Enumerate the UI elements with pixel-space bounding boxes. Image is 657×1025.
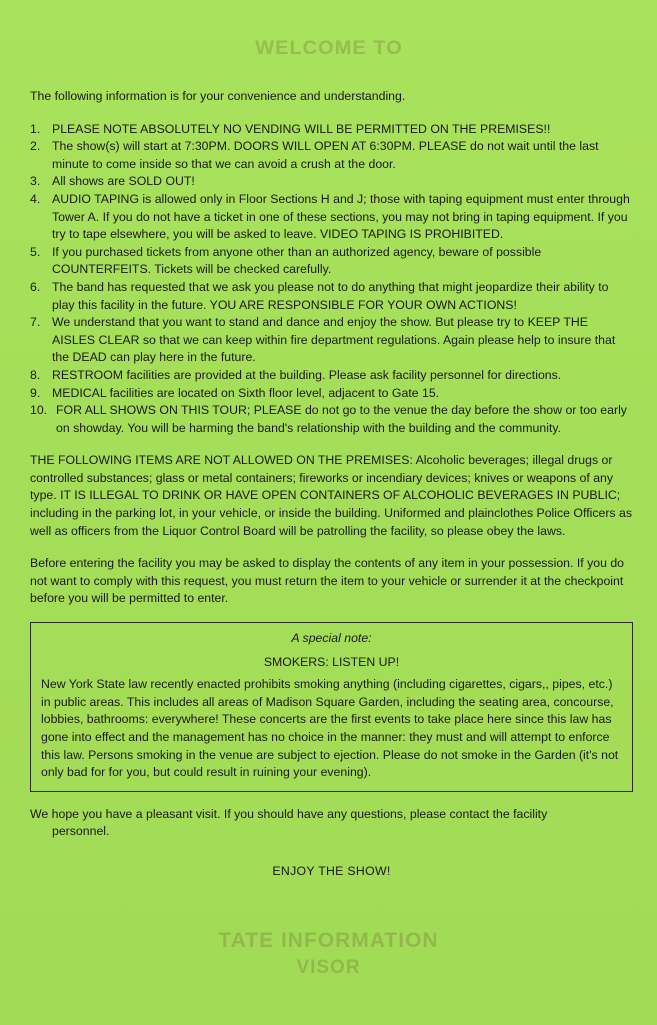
list-item-number: 5. bbox=[30, 244, 41, 259]
list-item bbox=[30, 244, 633, 279]
special-note-box bbox=[30, 622, 633, 792]
list-item-number: 10. bbox=[30, 403, 48, 418]
list-item bbox=[30, 314, 633, 367]
list-item bbox=[30, 138, 633, 173]
special-note-subtitle: SMOKERS: LISTEN UP! bbox=[263, 654, 400, 669]
document-content bbox=[30, 88, 633, 881]
list-item-number: 1. bbox=[30, 121, 41, 136]
search-policy-paragraph: Before entering the facility you may be asked to display the contents of any item in your possession. If you do not want to comply with this request, you must return the item to your vehicle or surrender it at the checkpoint before you will be permitted to enter. bbox=[30, 556, 624, 606]
list-item-number: 2. bbox=[30, 139, 41, 154]
list-item-text: If you purchased tickets from anyone other than an authorized agency, beware of possible COUNTERFEITS. Tickets will be checked carefully. bbox=[52, 244, 542, 277]
list-item-number: 4. bbox=[30, 191, 41, 206]
list-item bbox=[30, 367, 633, 385]
closing-section bbox=[30, 806, 633, 841]
list-item-text: All shows are SOLD OUT! bbox=[52, 174, 195, 189]
list-item-number: 7. bbox=[30, 315, 41, 330]
spacer bbox=[30, 437, 633, 452]
list-item-text: PLEASE NOTE ABSOLUTELY NO VENDING WILL BE PERMITTED ON THE PREMISES!! bbox=[52, 121, 551, 136]
intro-paragraph: The following information is for your convenience and understanding. bbox=[30, 89, 406, 103]
list-item-text: MEDICAL facilities are located on Sixth floor level, adjacent to Gate 15. bbox=[52, 385, 440, 400]
bleed-through-text-bottom-2: VISOR bbox=[296, 957, 361, 978]
numbered-list bbox=[30, 121, 633, 438]
list-item bbox=[30, 121, 633, 139]
bleed-through-text-bottom-1: TATE INFORMATION bbox=[218, 929, 439, 952]
list-item-number: 3. bbox=[30, 174, 41, 189]
list-item bbox=[30, 402, 633, 437]
special-note-body: New York State law recently enacted prohibits smoking anything (including cigarettes, cigars,, pipes, etc.) in public areas. This includes all areas of Madison Square Garden, including the seating area, concourse, lobbies, bathrooms: everywhere! These concerts are the first events to take place here since this law has gone into effect and the management has no choice in the manner: they must and will attempt to enforce this law. Persons smoking in the venue are subject to ejection. Please do not smoke in the Garden (it's not only bad for for you, but could result in ruining your evening). bbox=[41, 677, 619, 780]
list-item-number: 8. bbox=[30, 367, 41, 382]
list-item-text: FOR ALL SHOWS ON THIS TOUR; PLEASE do not go to the venue the day before the show or too early on showday. You will be harming the band's relationship with the building and the community. bbox=[56, 403, 627, 435]
list-item bbox=[30, 191, 633, 244]
list-item-text: The show(s) will start at 7:30PM. DOORS WILL OPEN AT 6:30PM. PLEASE do not wait until the last minute to come inside so that we can avoid a crush at the door. bbox=[52, 139, 599, 171]
closing-line-1: We hope you have a pleasant visit. If you should have any questions, please contact the facility bbox=[30, 806, 548, 821]
spacer bbox=[30, 540, 633, 555]
list-item bbox=[30, 279, 633, 314]
closing-line-2: personnel. bbox=[52, 824, 110, 839]
prohibited-items-paragraph: THE FOLLOWING ITEMS ARE NOT ALLOWED ON THE PREMISES: Alcoholic beverages; illegal drugs or controlled substances; glass or metal containers; fireworks or incendiary devices; knives or weapons of any type. IT IS ILLEGAL TO DRINK OR HAVE OPEN CONTAINERS OF ALCOHOLIC BEVERAGES IN PUBLIC; including in the parking lot, in your vehicle, or inside the building. Uniformed and plainclothes Police Officers as well as officers from the Liquor Control Board will be patrolling the facility, so please obey the laws. bbox=[30, 453, 632, 538]
list-item-number: 9. bbox=[30, 385, 41, 400]
list-item-text: We understand that you want to stand and dance and enjoy the show. But please try to KEEP THE AISLES CLEAR so that we can keep within fire department regulations. Again please help to insure that the DEAD can play here in the future. bbox=[52, 315, 616, 365]
list-item-text: AUDIO TAPING is allowed only in Floor Sections H and J; those with taping equipment must enter through Tower A. If you do not have a ticket in one of these sections, you may not bring in taping equipment. If you try to tape elsewhere, you will be asked to leave. VIDEO TAPING IS PROHIBITED. bbox=[52, 191, 630, 242]
bleed-through-text-top: WELCOME TO bbox=[254, 38, 403, 59]
special-note-title: A special note: bbox=[291, 631, 372, 646]
list-item bbox=[30, 385, 633, 403]
enjoy-the-show-text: ENJOY THE SHOW! bbox=[272, 863, 391, 878]
list-item-number: 6. bbox=[30, 279, 41, 294]
list-item-text: The band has requested that we ask you please not to do anything that might jeopardize their ability to play this facility in the future. YOU ARE RESPONSIBLE FOR YOUR OWN ACTIONS! bbox=[52, 279, 609, 312]
list-item-text: RESTROOM facilities are provided at the building. Please ask facility personnel for directions. bbox=[52, 367, 562, 382]
list-item bbox=[30, 173, 633, 191]
